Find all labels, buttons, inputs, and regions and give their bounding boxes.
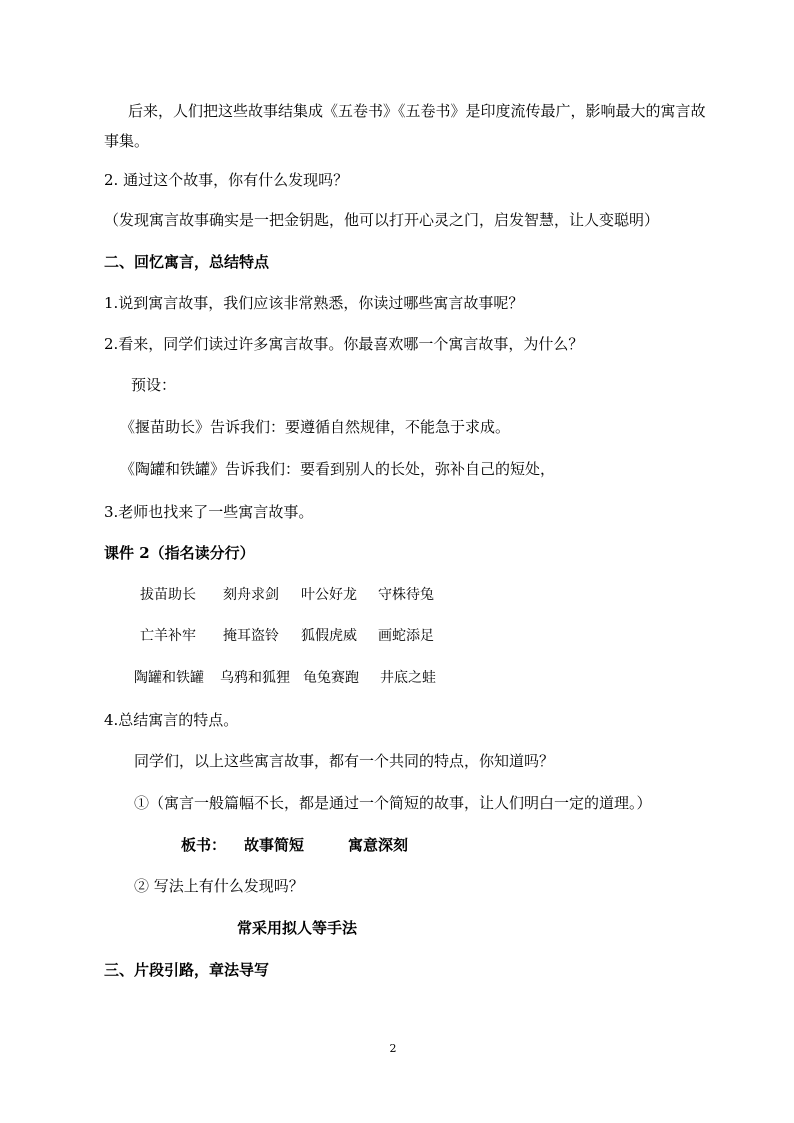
fable-item: 龟兔赛跑 — [303, 670, 359, 686]
answer-feature-2: ② 写法上有什么发现吗？ — [134, 877, 304, 895]
fable-item: 陶罐和铁罐 — [134, 670, 204, 686]
question-common-feature: 同学们，以上这些寓言故事，都有一个共同的特点，你知道吗？ — [134, 752, 555, 770]
fable-item: 掩耳盗铃 — [223, 628, 279, 644]
answer-feature-1: ①（寓言一般篇幅不长，都是通过一个简短的故事，让人们明白一定的道理。） — [134, 794, 652, 812]
preset-label: 预设： — [131, 376, 177, 394]
board-item-short-story: 故事简短 — [244, 836, 305, 854]
board-label: 板书： — [181, 836, 227, 854]
fable-item: 井底之蛙 — [380, 670, 436, 686]
fable-item: 亡羊补牢 — [140, 628, 196, 644]
board-item-personification: 常采用拟人等手法 — [237, 919, 358, 937]
section-heading-3: 三、片段引路，章法导写 — [104, 961, 270, 979]
paragraph-wujuanshu-line1: 后来，人们把这些故事结集成《五卷书》《五卷书》是印度流传最广，影响最大的寓言故 — [128, 102, 706, 120]
fable-item: 刻舟求剑 — [223, 587, 279, 603]
example-1: 《揠苗助长》告诉我们：要遵循自然规律，不能急于求成。 — [120, 418, 511, 436]
fable-item: 画蛇添足 — [378, 628, 434, 644]
fable-item: 守株待兔 — [378, 587, 434, 603]
item-1: 1.说到寓言故事，我们应该非常熟悉，你读过哪些寓言故事呢？ — [104, 294, 524, 312]
question-2: 2. 通过这个故事，你有什么发现吗？ — [104, 171, 349, 189]
fable-item: 乌鸦和狐狸 — [220, 670, 290, 686]
item-3: 3.老师也找来了一些寓言故事。 — [104, 503, 314, 521]
item-2: 2.看来，同学们读过许多寓言故事。你最喜欢哪一个寓言故事，为什么？ — [104, 335, 584, 353]
fable-item: 狐假虎威 — [301, 628, 357, 644]
section-heading-2: 二、回忆寓言，总结特点 — [104, 253, 270, 271]
courseware-heading: 课件 2（指名读分行） — [104, 544, 255, 562]
page-number: 2 — [389, 1042, 397, 1055]
item-4: 4.总结寓言的特点。 — [104, 711, 239, 729]
answer-2: （发现寓言故事确实是一把金钥匙，他可以打开心灵之门，启发智慧，让人变聪明） — [104, 211, 660, 229]
fable-item: 拔苗助长 — [140, 587, 196, 603]
board-item-deep-meaning: 寓意深刻 — [348, 836, 409, 854]
paragraph-wujuanshu-line2: 事集。 — [104, 132, 150, 150]
example-2: 《陶罐和铁罐》告诉我们：要看到别人的长处，弥补自己的短处， — [120, 460, 556, 478]
fable-item: 叶公好龙 — [301, 587, 357, 603]
